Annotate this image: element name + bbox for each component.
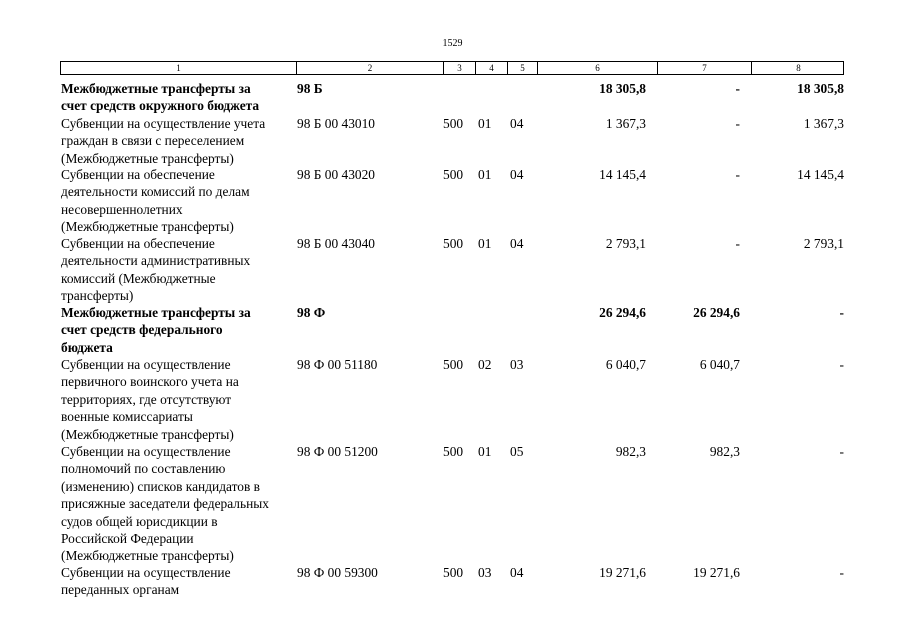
row-name-line: Субвенции на осуществление учета bbox=[61, 116, 266, 131]
row-code: 98 Ф 00 51200 bbox=[297, 444, 378, 459]
row-code: 98 Ф 00 59300 bbox=[297, 565, 378, 580]
row-col3: 500 bbox=[443, 236, 464, 251]
row-name-line: (Межбюджетные трансферты) bbox=[61, 150, 234, 166]
row-col3: 500 bbox=[443, 167, 464, 182]
row-value7: 26 294,6 bbox=[693, 305, 740, 320]
row-code: 98 Б 00 43040 bbox=[297, 236, 375, 251]
row-col5: 04 bbox=[510, 236, 524, 251]
row-name-line: переданных органам bbox=[61, 582, 180, 598]
row-name-line: счет средств федерального bbox=[61, 322, 223, 338]
row-value7: 982,3 bbox=[709, 444, 740, 459]
row-name-line: (Межбюджетные трансферты) bbox=[61, 426, 234, 442]
table-header bbox=[60, 61, 844, 75]
row-name-line: граждан в связи с переселением bbox=[61, 133, 245, 149]
row-value6: 982,3 bbox=[615, 444, 646, 459]
row-col4: 01 bbox=[478, 116, 492, 131]
row-col4: 01 bbox=[478, 167, 492, 182]
row-name-line: комиссий (Межбюджетные bbox=[61, 270, 216, 286]
row-name-line: бюджета bbox=[61, 339, 113, 355]
row-name-line: Межбюджетные трансферты за bbox=[61, 81, 251, 96]
row-col5: 04 bbox=[510, 116, 524, 131]
row-value8: 2 793,1 bbox=[803, 236, 844, 251]
row-name-line: Субвенции на осуществление bbox=[61, 565, 231, 580]
header-col-3: 3 bbox=[444, 62, 476, 74]
row-col3: 500 bbox=[443, 357, 464, 372]
row-name-line: первичного воинского учета на bbox=[61, 374, 239, 390]
row-value7: 19 271,6 bbox=[693, 565, 740, 580]
row-value8: 1 367,3 bbox=[803, 116, 844, 131]
row-value8: - bbox=[839, 357, 844, 372]
row-name bbox=[61, 443, 297, 565]
row-value8: - bbox=[839, 565, 844, 580]
row-name-line: судов общей юрисдикции в bbox=[61, 513, 218, 529]
header-col-5: 5 bbox=[508, 62, 538, 74]
row-name bbox=[61, 80, 297, 115]
row-value6: 19 271,6 bbox=[599, 565, 646, 580]
row-value6: 1 367,3 bbox=[605, 116, 646, 131]
row-value6: 14 145,4 bbox=[599, 167, 646, 182]
row-col3: 500 bbox=[443, 116, 464, 131]
row-value7: - bbox=[735, 167, 740, 182]
row-value7: - bbox=[735, 81, 740, 96]
row-name bbox=[61, 235, 297, 305]
row-value7: - bbox=[735, 236, 740, 251]
row-value6: 18 305,8 bbox=[599, 81, 646, 96]
row-value8: 18 305,8 bbox=[797, 81, 844, 96]
row-value7: - bbox=[735, 116, 740, 131]
row-value8: - bbox=[839, 305, 844, 320]
row-name-line: Субвенции на обеспечение bbox=[61, 236, 215, 251]
header-col-6: 6 bbox=[538, 62, 658, 74]
row-name-line: Субвенции на осуществление bbox=[61, 444, 231, 459]
header-col-8: 8 bbox=[796, 63, 801, 73]
header-col-4: 4 bbox=[476, 62, 508, 74]
row-name bbox=[61, 564, 297, 599]
page-number: 1529 bbox=[442, 38, 463, 49]
row-name bbox=[61, 166, 297, 236]
row-name-line: территориях, где отсутствуют bbox=[61, 391, 232, 407]
row-name bbox=[61, 115, 297, 167]
row-value6: 2 793,1 bbox=[605, 236, 646, 251]
row-name-line: военные комиссариаты bbox=[61, 409, 193, 425]
row-col3: 500 bbox=[443, 565, 464, 580]
row-code: 98 Ф 00 51180 bbox=[297, 357, 378, 372]
row-name-line: (изменению) списков кандидатов в bbox=[61, 478, 260, 494]
header-col-2: 2 bbox=[297, 62, 444, 74]
row-col5: 03 bbox=[510, 357, 524, 372]
row-code: 98 Б bbox=[297, 81, 323, 96]
row-value7: 6 040,7 bbox=[699, 357, 740, 372]
row-name-line: присяжные заседатели федеральных bbox=[61, 496, 269, 512]
row-name-line: Субвенции на обеспечение bbox=[61, 167, 215, 182]
row-name-line: полномочий по составлению bbox=[61, 461, 226, 477]
row-name-line: трансферты) bbox=[61, 288, 134, 304]
row-value8: - bbox=[839, 444, 844, 459]
row-code: 98 Б 00 43020 bbox=[297, 167, 375, 182]
row-name-line: несовершеннолетних bbox=[61, 201, 183, 217]
row-name-line: деятельности административных bbox=[61, 253, 251, 269]
row-col5: 04 bbox=[510, 167, 524, 182]
row-col5: 05 bbox=[510, 444, 524, 459]
header-col-7: 7 bbox=[658, 62, 752, 74]
row-name-line: (Межбюджетные трансферты) bbox=[61, 548, 234, 564]
row-value8: 14 145,4 bbox=[797, 167, 844, 182]
row-name bbox=[61, 304, 297, 356]
row-code: 98 Ф bbox=[297, 305, 326, 320]
row-col4: 03 bbox=[478, 565, 492, 580]
row-col4: 01 bbox=[478, 236, 492, 251]
row-value6: 6 040,7 bbox=[605, 357, 646, 372]
row-code: 98 Б 00 43010 bbox=[297, 116, 375, 131]
row-name-line: (Межбюджетные трансферты) bbox=[61, 219, 234, 235]
row-value6: 26 294,6 bbox=[599, 305, 646, 320]
row-name bbox=[61, 356, 297, 443]
row-name-line: Межбюджетные трансферты за bbox=[61, 305, 251, 320]
row-name-line: счет средств окружного бюджета bbox=[61, 98, 260, 114]
row-col3: 500 bbox=[443, 444, 464, 459]
header-col-1: 1 bbox=[61, 62, 297, 74]
row-col4: 01 bbox=[478, 444, 492, 459]
row-col4: 02 bbox=[478, 357, 492, 372]
row-col5: 04 bbox=[510, 565, 524, 580]
row-name-line: Российской Федерации bbox=[61, 531, 194, 547]
row-name-line: деятельности комиссий по делам bbox=[61, 184, 250, 200]
row-name-line: Субвенции на осуществление bbox=[61, 357, 231, 372]
